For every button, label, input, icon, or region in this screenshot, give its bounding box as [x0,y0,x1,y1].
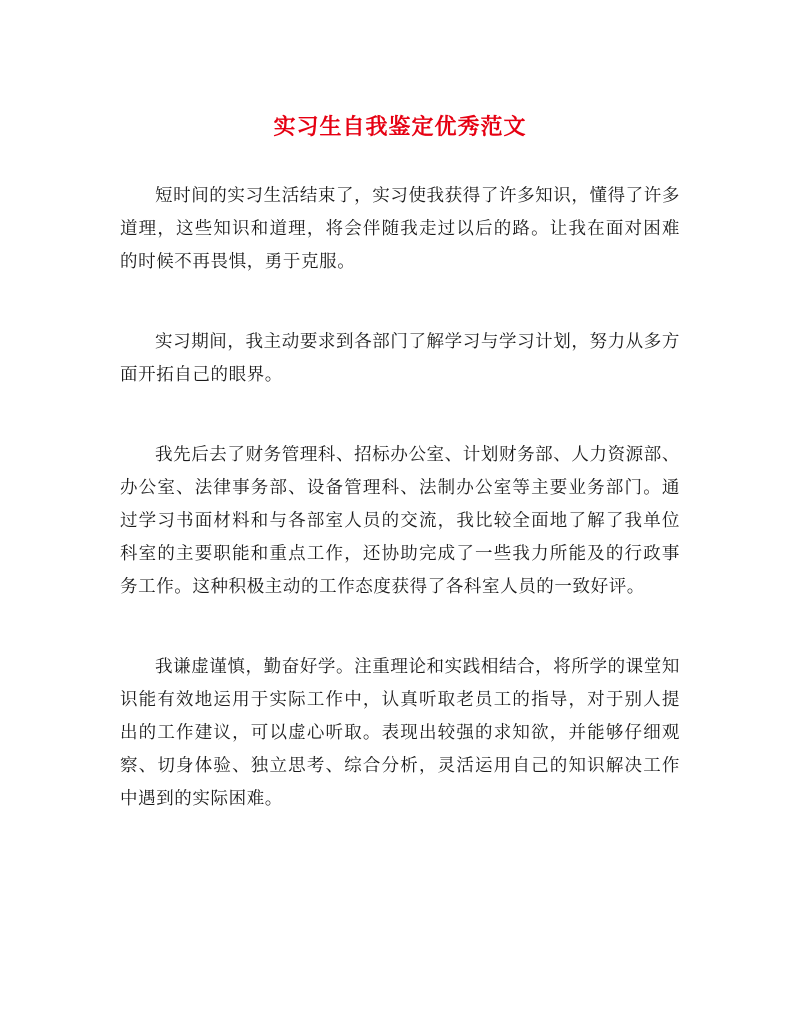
paragraph-1: 短时间的实习生活结束了，实习使我获得了许多知识，懂得了许多道理，这些知识和道理，将会伴随我走过以后的路。让我在面对困难的时候不再畏惧，勇于克服。 [120,186,680,272]
document-body [120,180,680,863]
paragraph-3: 我先后去了财务管理科、招标办公室、计划财务部、人力资源部、办公室、法律事务部、设备管理科、法制办公室等主要业务部门。通过学习书面材料和与各部室人员的交流，我比较全面地了解了我单位科室的主要职能和重点工作，还协助完成了一些我力所能及的行政事务工作。这种积极主动的工作态度获得了各科室人员的一致好评。 [120,445,680,597]
paragraph-4: 我谦虚谨慎，勤奋好学。注重理论和实践相结合，将所学的课堂知识能有效地运用于实际工作中，认真听取老员工的指导，对于别人提出的工作建议，可以虚心听取。表现出较强的求知欲，并能够仔细观察、切身体验、独立思考、综合分析，灵活运用自己的知识解决工作中遇到的实际困难。 [120,657,680,809]
document-title: 实习生自我鉴定优秀范文 [273,114,527,140]
paragraph-2: 实习期间，我主动要求到各部门了解学习与学习计划，努力从多方面开拓自己的眼界。 [120,332,680,385]
